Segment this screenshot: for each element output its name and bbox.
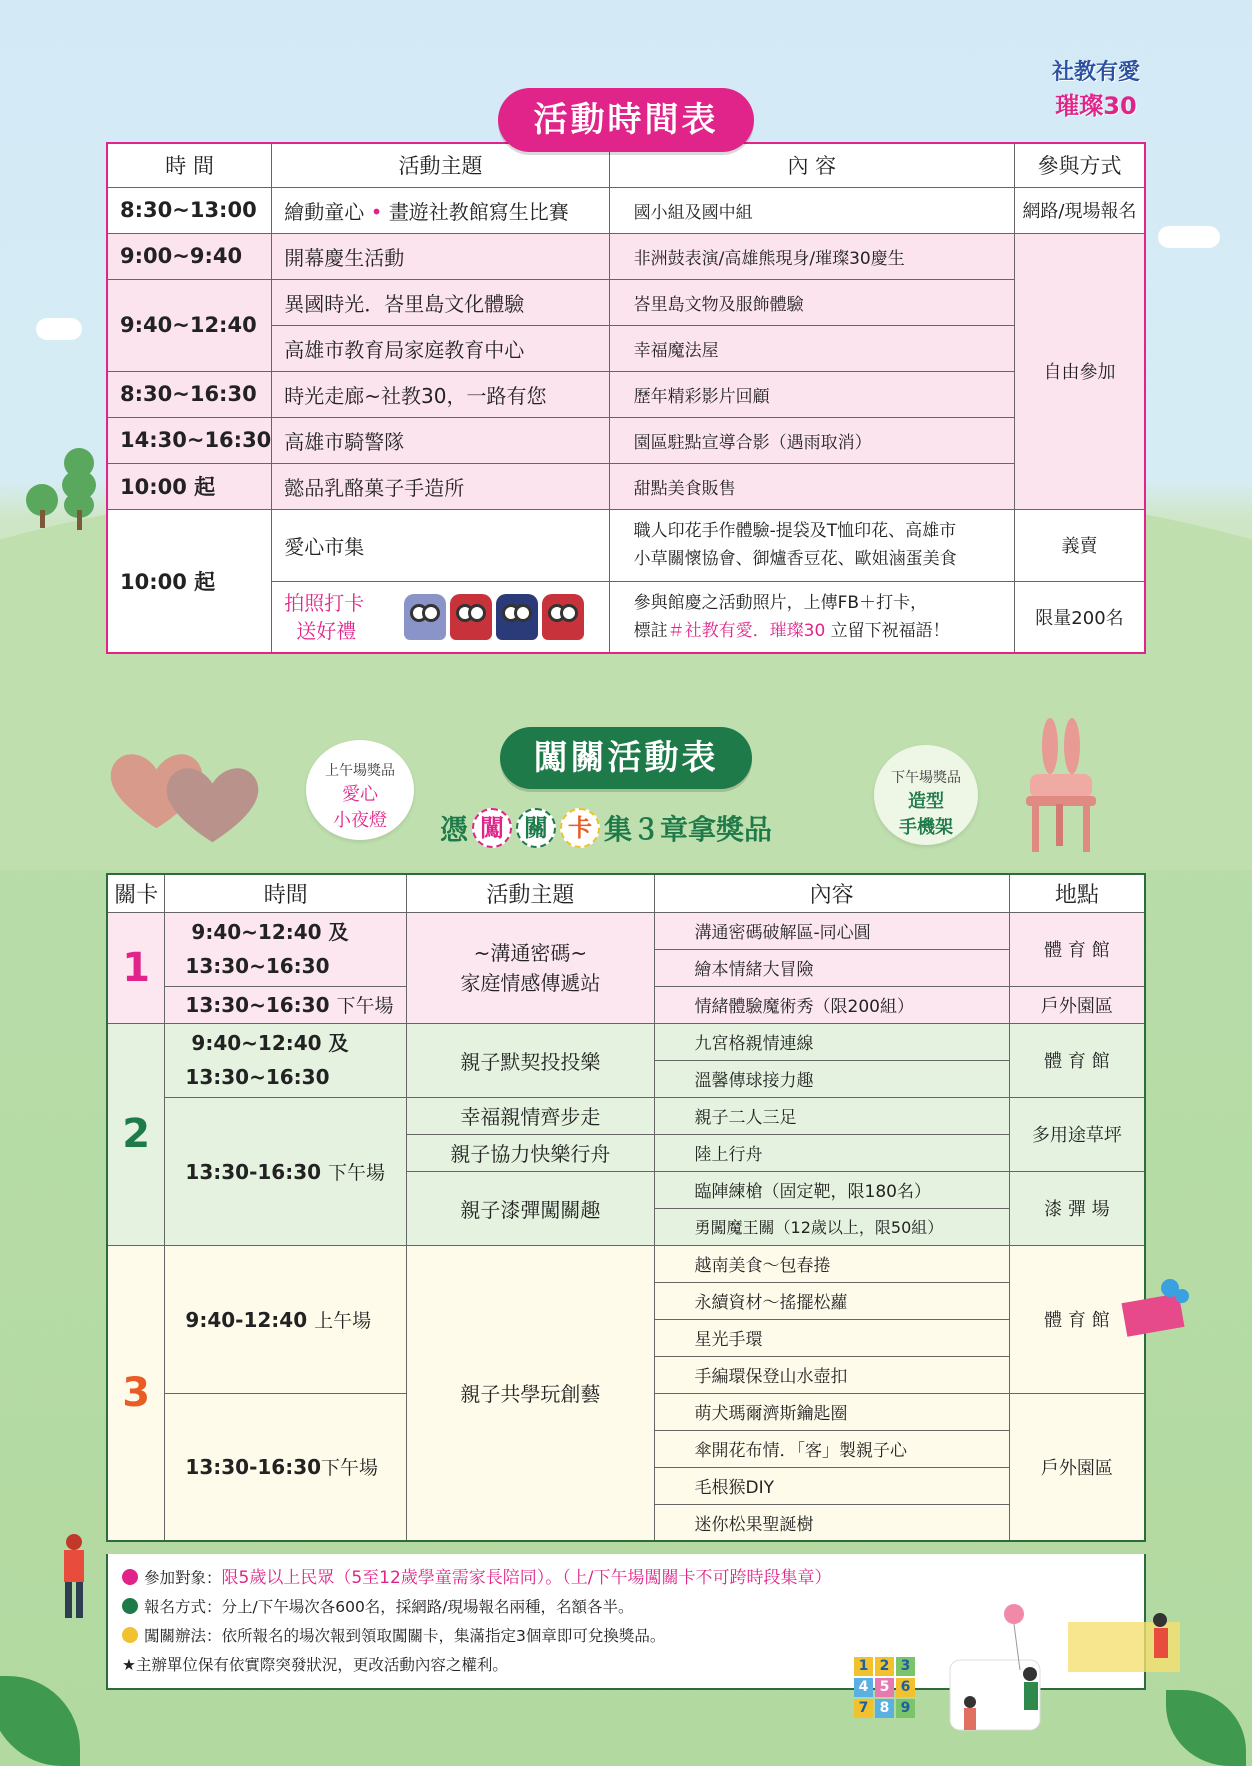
row-content: 毛根猴DIY	[654, 1467, 1009, 1504]
row-time: 10:00 起	[107, 509, 272, 653]
note-value: 限5歲以上民眾（5至12歲學童需家長陪同）。（上/下午場闖關卡不可跨時段集章）	[221, 1568, 832, 1588]
theme-line: 家庭情感傳遞站	[460, 970, 601, 995]
row-theme	[272, 581, 609, 653]
row-content: 九宮格親情連線	[654, 1023, 1009, 1060]
row-content: 歷年精彩影片回顧	[609, 371, 1014, 417]
row-theme	[272, 187, 609, 233]
smiley-yellow-icon	[122, 1627, 138, 1643]
owl-bag-images	[404, 594, 584, 640]
owl-bag-image	[496, 594, 538, 640]
photo-checkin-line: 拍照打卡	[284, 590, 365, 615]
level-number: 2	[107, 1023, 165, 1245]
table-row	[107, 463, 1145, 509]
content-part: 立留下祝福語！	[825, 620, 950, 641]
row-content: 甜點美食販售	[609, 463, 1014, 509]
row-method: 義賣	[1014, 509, 1145, 581]
row-content: 國小組及國中組	[609, 187, 1014, 233]
prize-name: 手機架	[899, 817, 953, 838]
row-content: 星光手環	[654, 1319, 1009, 1356]
table-row	[107, 1245, 1145, 1282]
row-place: 體 育 館	[1009, 1245, 1145, 1393]
time-text: 9:40-12:40	[185, 1307, 308, 1332]
grid-number: 7	[854, 1699, 873, 1718]
time-line: 9:40~12:40 及	[191, 1031, 349, 1055]
row-theme: 愛心市集	[272, 509, 609, 581]
header-time: 時間	[165, 874, 407, 912]
prize-label: 上午場獎品	[325, 763, 395, 779]
afternoon-prize-bubble	[874, 745, 978, 845]
row-theme: 高雄市教育局家庭教育中心	[272, 325, 609, 371]
row-content: 親子二人三足	[654, 1097, 1009, 1134]
content-line: 職人印花手作體驗-提袋及T恤印花、高雄市	[633, 521, 957, 541]
stamp-circle: 卡	[560, 808, 600, 848]
row-time	[165, 1245, 407, 1393]
tree-trunk	[77, 510, 82, 530]
stamp-instruction	[440, 808, 772, 848]
row-content: 繪本情緒大冒險	[654, 949, 1009, 986]
row-place: 體 育 館	[1009, 1023, 1145, 1097]
row-content: 情緒體驗魔術秀（限200組）	[654, 986, 1009, 1023]
prize-label: 下午場獎品	[891, 770, 961, 786]
note-text: 闖關辦法：依所報名的場次報到領取闖關卡，集滿指定3個章即可兌換獎品。	[144, 1627, 666, 1645]
row-content: 溝通密碼破解區-同心圓	[654, 912, 1009, 949]
owl-bag-image	[450, 594, 492, 640]
stamp-circle: 闖	[472, 808, 512, 848]
number-grid-sign	[854, 1657, 915, 1718]
row-theme: 時光走廊~社教30，一路有您	[272, 371, 609, 417]
content-part: 標註	[633, 620, 668, 641]
row-place: 體 育 館	[1009, 912, 1145, 986]
tree-trunk	[40, 510, 45, 528]
table-row	[107, 233, 1145, 279]
table-row	[107, 1097, 1145, 1134]
row-time: 8:30~13:00	[107, 187, 272, 233]
cloud	[36, 318, 82, 340]
row-content: 臨陣練槍（固定靶，限180名）	[654, 1171, 1009, 1208]
time-text: 13:30-16:30	[185, 1455, 322, 1480]
time-line: 13:30~16:30	[185, 1065, 330, 1089]
row-content: 傘開花布情．「客」製親子心	[654, 1430, 1009, 1467]
header-theme: 活動主題	[272, 143, 609, 187]
time-text: 13:30-16:30	[185, 1159, 322, 1184]
owl-bag-image	[404, 594, 446, 640]
heart-nightlight-image	[160, 762, 265, 847]
time-line: 9:40~12:40 及	[191, 920, 349, 944]
table-row	[107, 509, 1145, 581]
row-time: 8:30~16:30	[107, 371, 272, 417]
grid-number: 4	[854, 1678, 873, 1697]
stamp-text: 集３章拿獎品	[604, 813, 773, 846]
person-illustration	[56, 1532, 92, 1624]
grid-number: 3	[896, 1657, 915, 1676]
table-row	[107, 1023, 1145, 1060]
header-content: 內 容	[609, 143, 1014, 187]
stamp-text: 憑	[440, 813, 469, 846]
table-row	[107, 187, 1145, 233]
header-place: 地點	[1009, 874, 1145, 912]
level-number: 3	[107, 1245, 165, 1541]
row-content: 幸福魔法屋	[609, 325, 1014, 371]
time-sub: 下午場	[336, 995, 394, 1017]
time-sub: 下午場	[321, 1457, 379, 1480]
table-row	[107, 279, 1145, 325]
challenge-table	[106, 873, 1146, 1542]
row-theme: 親子協力快樂行舟	[407, 1134, 654, 1171]
grid-number: 5	[875, 1678, 894, 1697]
row-method: 限量200名	[1014, 581, 1145, 653]
content-line	[634, 617, 1014, 645]
row-content: 園區駐點宣導合影（遇雨取消）	[609, 417, 1014, 463]
table-row	[107, 417, 1145, 463]
note-line	[122, 1564, 1130, 1593]
theme-separator: •	[370, 199, 383, 224]
gift-box-image	[1120, 1276, 1192, 1340]
row-theme: 懿品乳酪菓子手造所	[272, 463, 609, 509]
row-theme: 幸福親情齊步走	[407, 1097, 654, 1134]
leaf-decoration	[0, 1676, 80, 1766]
row-theme: 親子漆彈闖關趣	[407, 1171, 654, 1245]
grid-number: 1	[854, 1657, 873, 1676]
row-theme: 開幕慶生活動	[272, 233, 609, 279]
row-content	[609, 581, 1014, 653]
grid-number: 6	[896, 1678, 915, 1697]
families-illustration	[930, 1600, 1210, 1760]
row-content: 萌犬瑪爾濟斯鑰匙圈	[654, 1393, 1009, 1430]
schedule-title: 活動時間表	[498, 88, 754, 152]
row-place: 多用途草坪	[1009, 1097, 1145, 1171]
note-text: 報名方式：分上/下午場次各600名，採網路/現場報名兩種，名額各半。	[144, 1598, 634, 1616]
row-content: 陸上行舟	[654, 1134, 1009, 1171]
header-time: 時 間	[107, 143, 272, 187]
prize-name: 小夜燈	[333, 810, 387, 831]
row-place: 戶外園區	[1009, 1393, 1145, 1541]
row-time	[165, 986, 407, 1023]
logo-line2: 璀璨30	[1055, 92, 1137, 120]
row-theme: 親子默契投投樂	[407, 1023, 654, 1097]
owl-bag-image	[542, 594, 584, 640]
theme-part: 畫遊社教館寫生比賽	[388, 199, 569, 224]
row-place: 戶外園區	[1009, 986, 1145, 1023]
note-text: ★主辦單位保有依實際突發狀況，更改活動內容之權利。	[122, 1656, 508, 1674]
row-theme: 高雄市騎警隊	[272, 417, 609, 463]
bunny-chair-image	[1016, 716, 1106, 856]
row-time	[165, 1023, 407, 1097]
stamp-circle: 關	[516, 808, 556, 848]
prize-name: 造型	[908, 791, 944, 812]
row-time: 9:00~9:40	[107, 233, 272, 279]
challenge-title: 闖關活動表	[500, 727, 752, 789]
time-line: 13:30~16:30	[185, 954, 330, 978]
content-line: 小草關懷協會、御爐香豆花、歐姐滷蛋美食	[633, 549, 957, 569]
note-label: 參加對象：	[144, 1569, 222, 1587]
photo-checkin-line: 送好禮	[296, 618, 357, 643]
row-content: 手編環保登山水壺扣	[654, 1356, 1009, 1393]
logo-line1: 社教有愛	[1051, 60, 1140, 85]
row-content: 迷你松果聖誕樹	[654, 1504, 1009, 1541]
theme-part: 繪動童心	[284, 199, 365, 224]
grid-number: 2	[875, 1657, 894, 1676]
row-time: 9:40~12:40	[107, 279, 272, 371]
schedule-table	[106, 142, 1146, 654]
grid-number: 9	[896, 1699, 915, 1718]
row-time: 14:30~16:30	[107, 417, 272, 463]
row-content: 溫馨傳球接力趣	[654, 1060, 1009, 1097]
row-theme: 異國時光．峇里島文化體驗	[272, 279, 609, 325]
row-time	[165, 1393, 407, 1541]
challenge-header-row	[107, 874, 1145, 912]
smiley-pink-icon	[122, 1569, 138, 1585]
table-row	[107, 371, 1145, 417]
cloud	[1158, 226, 1220, 248]
anniversary-logo	[1036, 55, 1156, 135]
row-content: 越南美食～包春捲	[654, 1245, 1009, 1282]
row-content: 非洲鼓表演/高雄熊現身/璀璨30慶生	[609, 233, 1014, 279]
header-method: 參與方式	[1014, 143, 1145, 187]
row-content: 勇闖魔王關（12歲以上，限50組）	[654, 1208, 1009, 1245]
prize-name: 愛心	[342, 784, 378, 805]
row-place: 漆 彈 場	[1009, 1171, 1145, 1245]
row-content: 永續資材～搖擺松蘿	[654, 1282, 1009, 1319]
time-sub: 下午場	[328, 1161, 386, 1184]
row-method: 網路/現場報名	[1014, 187, 1145, 233]
morning-prize-bubble	[306, 740, 414, 840]
smiley-green-icon	[122, 1598, 138, 1614]
grid-number: 8	[875, 1699, 894, 1718]
theme-line: ~溝通密碼~	[473, 940, 588, 965]
content-line: 參與館慶之活動照片，上傳FB＋打卡，	[633, 592, 928, 613]
row-content: 峇里島文物及服飾體驗	[609, 279, 1014, 325]
time-sub: 上午場	[314, 1309, 372, 1332]
row-time	[165, 912, 407, 986]
header-content: 內容	[654, 874, 1009, 912]
row-content	[609, 509, 1014, 581]
time-text: 13:30~16:30	[185, 993, 330, 1017]
hashtag: ＃社教有愛．璀璨30	[667, 620, 826, 641]
row-time	[165, 1097, 407, 1245]
header-level: 關卡	[107, 874, 165, 912]
level-number: 1	[107, 912, 165, 1023]
row-theme: 親子共學玩創藝	[407, 1245, 654, 1541]
row-time: 10:00 起	[107, 463, 272, 509]
table-row	[107, 912, 1145, 949]
header-theme: 活動主題	[407, 874, 654, 912]
row-theme	[407, 912, 654, 1023]
row-method: 自由參加	[1014, 233, 1145, 509]
